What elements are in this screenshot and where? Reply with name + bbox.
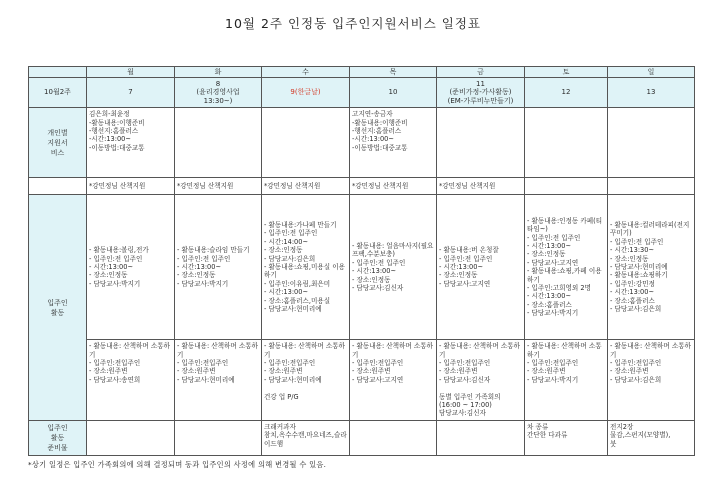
walk-sat bbox=[525, 178, 608, 195]
cell-line: 건강 업 P/G bbox=[264, 392, 299, 401]
walk-sun bbox=[608, 178, 695, 195]
cell-line: - 입주인:전입주인 bbox=[527, 359, 579, 368]
activity1-mon bbox=[87, 195, 175, 340]
week-label: 10월2주 bbox=[29, 78, 87, 108]
cell-line: - 입주인:전입주인 bbox=[352, 359, 404, 368]
cell-line: 준비물 bbox=[47, 443, 68, 452]
cell-line: - 담당교사:송연희 bbox=[89, 375, 141, 384]
cell-line: 참치,옥수수캔,마요네즈,슬라이드햄 bbox=[264, 431, 347, 448]
cell-line: - 활동내용: 산책하며 소통하기 bbox=[177, 342, 258, 359]
cell-line: - 입주인:전 입주인 bbox=[264, 229, 318, 238]
cell-line: 7 bbox=[128, 88, 133, 97]
walk-mon: *강민정님 산책지원 bbox=[87, 178, 175, 195]
cell-line: - 장소:원주변 bbox=[439, 367, 478, 376]
cell-line: - 활동내용: 얼음마사지(필요프팩,수분보충) bbox=[352, 242, 434, 259]
cell-line: - 장소:인정동 bbox=[177, 271, 216, 280]
cell-line: - 활동내용: 산책하며 소통하기 bbox=[527, 342, 602, 359]
activity2-fri bbox=[437, 340, 525, 421]
date-tue bbox=[175, 78, 262, 108]
cell-line: - 장소:인정동 bbox=[439, 271, 478, 280]
cell-line: -활동내용:이행준비 bbox=[352, 118, 408, 127]
page-title: 10월 2주 인정동 입주인지원서비스 일정표 bbox=[225, 16, 481, 31]
individual-tue bbox=[175, 108, 262, 178]
walk-wed: *강민정님 산책지원 bbox=[262, 178, 350, 195]
cell-line: - 장소:원주변 bbox=[352, 367, 391, 376]
cell-line: - 활동내용: 산책하며 소통하기 bbox=[352, 342, 433, 359]
cell-line: - 장소:원주변 bbox=[527, 367, 566, 376]
cell-line: -행선지:홈플러스 bbox=[352, 127, 402, 136]
date-sat bbox=[525, 78, 608, 108]
activity1-sun bbox=[608, 195, 695, 340]
walk-tue: *강민정님 산책지원 bbox=[175, 178, 262, 195]
cell-line: - 입주인:전 입주인 bbox=[177, 254, 231, 263]
cell-line: - 활동내용:버 온청잘 bbox=[439, 246, 499, 255]
activity1-thu bbox=[350, 195, 437, 340]
cell-line: - 입주인:전 입주인 bbox=[439, 254, 493, 263]
date-mon bbox=[87, 78, 175, 108]
cell-line: - 담당교사:김은희 bbox=[264, 254, 316, 263]
cell-line: - 시간:13:00~ bbox=[177, 263, 221, 272]
cell-line: (윤리경영사업 bbox=[196, 88, 240, 97]
prep-sun bbox=[608, 420, 695, 455]
walk-thu: *강민정님 산책지원 bbox=[350, 178, 437, 195]
date-wed bbox=[262, 78, 350, 108]
day-header-sat: 토 bbox=[525, 67, 608, 78]
individual-thu bbox=[350, 108, 437, 178]
cell-line: - 담당교사:현미리예 bbox=[610, 263, 668, 272]
cell-line: - 입주인:전 입주인 bbox=[527, 233, 581, 242]
cell-line: - 장소:원주변 bbox=[610, 367, 649, 376]
cell-line: - 활동내용: 산책하며 소통하기 bbox=[610, 342, 691, 359]
activity1-tue bbox=[175, 195, 262, 340]
individual-wed bbox=[262, 108, 350, 178]
cell-line: - 담당교사:고지연 bbox=[527, 258, 579, 267]
cell-line bbox=[439, 384, 522, 392]
cell-line: 지원서 bbox=[47, 138, 68, 147]
cell-line: - 시간:13:30~ bbox=[610, 246, 654, 255]
cell-line: - 입주인:고희영외 2명 bbox=[527, 284, 591, 293]
cell-line: - 시간:13:00~ bbox=[264, 288, 308, 297]
cell-line: - 활동내용: 산책하며 소통하기 bbox=[264, 342, 345, 359]
cell-line: - 시간:13:00~ bbox=[352, 267, 396, 276]
cell-line: - 담당교사:현미리예 bbox=[264, 305, 322, 314]
cell-line: - 담당교사:현미리예 bbox=[264, 375, 322, 384]
cell-line: -시간:13:00~ bbox=[352, 135, 394, 144]
cell-line: - 입주인:전입주인 bbox=[610, 359, 662, 368]
cell-line: - 장소:인정동 bbox=[527, 250, 566, 259]
cell-line: 활동 bbox=[50, 433, 65, 442]
date-thu bbox=[350, 78, 437, 108]
walk-row-label bbox=[29, 178, 87, 195]
prep-tue bbox=[175, 420, 262, 455]
cell-line: - 활동내용:슬라임 만들기 bbox=[177, 246, 250, 255]
cell-line: - 시간:14:00~ bbox=[264, 237, 308, 246]
activity2-thu bbox=[350, 340, 437, 421]
individual-mon bbox=[87, 108, 175, 178]
cell-line: - 입주인:전 입주인 bbox=[352, 258, 406, 267]
activity1-sat bbox=[525, 195, 608, 340]
cell-line: - 시간:13:00~ bbox=[527, 242, 571, 250]
prep-wed bbox=[262, 420, 350, 455]
cell-line: - 활동내용:가나페 만들기 bbox=[264, 220, 337, 229]
supplies-row bbox=[29, 420, 695, 455]
cell-line: 입주인 bbox=[47, 423, 68, 432]
cell-line: - 입주인:전입주인 bbox=[439, 359, 491, 368]
activity2-tue bbox=[175, 340, 262, 421]
cell-line: 10 bbox=[388, 88, 398, 97]
cell-line: - 활동내용:쇼핑,미용실 이용하기 bbox=[264, 263, 345, 280]
cell-line: (준비가정-가사활동) bbox=[449, 88, 512, 97]
prep-fri bbox=[437, 420, 525, 455]
schedule-table bbox=[28, 66, 695, 456]
cell-line: - 장소:인정동 bbox=[352, 275, 391, 284]
cell-line: - 활동내용:볼링,전가 bbox=[89, 246, 149, 255]
cell-line: 고지연-송금자 bbox=[352, 110, 393, 119]
cell-line: 붓 bbox=[610, 439, 617, 448]
cell-line: - 담당교사:김은희 bbox=[610, 305, 662, 314]
cell-line: 입주인 bbox=[47, 298, 68, 307]
cell-line: 11 bbox=[476, 80, 485, 88]
cell-line: - 활동내용: 산책하며 소통하기 bbox=[89, 342, 170, 359]
cell-line: 12 bbox=[561, 88, 571, 97]
cell-line: 8 bbox=[215, 80, 221, 88]
activity1-wed bbox=[262, 195, 350, 340]
cell-line: - 장소:원주변 bbox=[89, 367, 128, 376]
cell-line bbox=[264, 384, 347, 392]
cell-line: - 담당교사:현미리예 bbox=[177, 375, 235, 384]
cell-line: 담당교사:김신자 bbox=[439, 409, 486, 418]
cell-line: - 시간:13:00~ bbox=[610, 288, 654, 297]
cell-line: -활동내용:이행준비 bbox=[89, 118, 145, 127]
prep-sat bbox=[525, 420, 608, 455]
cell-line: 비스 bbox=[50, 148, 65, 157]
cell-line: - 담당교사:박지기 bbox=[89, 279, 141, 288]
cell-line: - 활동내용:인정동 카페(티타임~) bbox=[527, 216, 603, 234]
cell-line: - 활동내용:쇼핑하기 bbox=[610, 271, 668, 280]
weekday-header-row bbox=[29, 67, 695, 78]
activity2-mon bbox=[87, 340, 175, 421]
cell-line: 동별 입주인 가족회의 bbox=[439, 392, 501, 401]
cell-line: 차 종류 bbox=[527, 422, 549, 431]
cell-line: 전지2장 bbox=[610, 422, 634, 431]
cell-line: - 시간:13:00~ bbox=[527, 292, 571, 301]
cell-line: - 장소:홈플러스 bbox=[527, 300, 572, 309]
day-header-mon: 월 bbox=[87, 67, 175, 78]
cell-line: -이동방법:대중교통 bbox=[89, 143, 145, 152]
day-header-sun: 일 bbox=[608, 67, 695, 78]
date-sun bbox=[608, 78, 695, 108]
day-header-tue: 화 bbox=[175, 67, 262, 78]
cell-line: - 활동내용:컬러테라피(전지꾸미기) bbox=[610, 220, 690, 238]
prep-thu bbox=[350, 420, 437, 455]
cell-line: - 입주인:전입주인 bbox=[264, 359, 316, 368]
activity2-wed bbox=[262, 340, 350, 421]
cell-line: -시간:13:00~ bbox=[89, 135, 131, 144]
cell-line: - 활동내용:쇼핑,카페 이용하기 bbox=[527, 267, 602, 284]
corner-cell bbox=[29, 67, 87, 78]
cell-line: 13:30~) bbox=[203, 96, 233, 105]
cell-line: - 시간:13:00~ bbox=[439, 263, 483, 272]
cell-line: - 입주인:전입주인 bbox=[177, 359, 229, 368]
cell-line: - 장소:홈플러스 bbox=[610, 296, 655, 305]
individual-sun bbox=[608, 108, 695, 178]
cell-line: - 입주인:전 입주인 bbox=[89, 254, 143, 263]
cell-line: - 담당교사:김신자 bbox=[439, 375, 491, 384]
cell-line: - 활동내용: 산책하며 소통하기 bbox=[439, 342, 520, 359]
prep-mon bbox=[87, 420, 175, 455]
activity-row-2 bbox=[29, 340, 695, 421]
cell-line: - 담당교사:고지연 bbox=[352, 375, 404, 384]
activity1-fri bbox=[437, 195, 525, 340]
cell-line: (16:00 ~ 17:00) bbox=[439, 401, 492, 410]
cell-line: - 담당교사:김신자 bbox=[352, 284, 404, 293]
cell-line: - 시간:13:00~ bbox=[89, 263, 133, 272]
cell-line: - 입주인:전 입주인 bbox=[610, 237, 664, 246]
cell-line: 개인별 bbox=[47, 128, 68, 137]
cell-line: - 입주인:전입주인 bbox=[89, 359, 141, 368]
row-label-activity bbox=[29, 195, 87, 421]
cell-line: - 장소:인정동 bbox=[264, 246, 303, 255]
walk-fri: *강민정님 산책지원 bbox=[437, 178, 525, 195]
cell-line: -행선지:홈플러스 bbox=[89, 127, 139, 136]
activity2-sat bbox=[525, 340, 608, 421]
cell-line: - 장소:원주변 bbox=[264, 367, 303, 376]
cell-line: - 장소:인정동 bbox=[89, 271, 128, 280]
cell-line: 김은희-최윤정 bbox=[89, 110, 130, 119]
cell-line: - 담당교사:김은희 bbox=[610, 375, 662, 384]
cell-line: - 입주인:이유림,최은미 bbox=[264, 279, 331, 288]
cell-line: 크래커과자 bbox=[264, 422, 296, 431]
activity2-sun bbox=[608, 340, 695, 421]
cell-line: 9(한글날) bbox=[290, 88, 321, 97]
day-header-thu: 목 bbox=[350, 67, 437, 78]
cell-line: - 담당교사:박지기 bbox=[177, 279, 229, 288]
cell-line: - 장소:원주변 bbox=[177, 367, 216, 376]
cell-line: - 장소:홈플러스,미용실 bbox=[264, 296, 331, 305]
cell-line: 물감,스펀지(모양별), bbox=[610, 431, 671, 440]
date-fri bbox=[437, 78, 525, 108]
cell-line: - 담당교사:박지기 bbox=[527, 309, 579, 318]
cell-line: - 입주인:강민정 bbox=[610, 279, 655, 288]
cell-line: - 담당교사:박지기 bbox=[527, 375, 579, 384]
walk-support-row bbox=[29, 178, 695, 195]
row-label-individual bbox=[29, 108, 87, 178]
cell-line: -이동방법:대중교통 bbox=[352, 143, 408, 152]
cell-line: - 장소:인정동 bbox=[610, 254, 649, 263]
individual-support-row bbox=[29, 108, 695, 178]
day-header-wed: 수 bbox=[262, 67, 350, 78]
cell-line: 간단한 다과류 bbox=[527, 431, 568, 440]
day-header-fri: 금 bbox=[437, 67, 525, 78]
cell-line: 13 bbox=[646, 88, 656, 97]
cell-line: - 담당교사:고지연 bbox=[439, 279, 491, 288]
row-label-prep bbox=[29, 420, 87, 455]
cell-line: 활동 bbox=[50, 308, 65, 317]
cell-line: (EM-가루비누만들기) bbox=[447, 96, 514, 105]
date-row bbox=[29, 78, 695, 108]
footnote: *상기 일정은 입주인 가족회의에 의해 결정되며 동과 입주인의 사정에 의해 변경될 수 있음. bbox=[28, 460, 327, 469]
individual-fri bbox=[437, 108, 525, 178]
activity-row-1 bbox=[29, 195, 695, 340]
individual-sat bbox=[525, 108, 608, 178]
